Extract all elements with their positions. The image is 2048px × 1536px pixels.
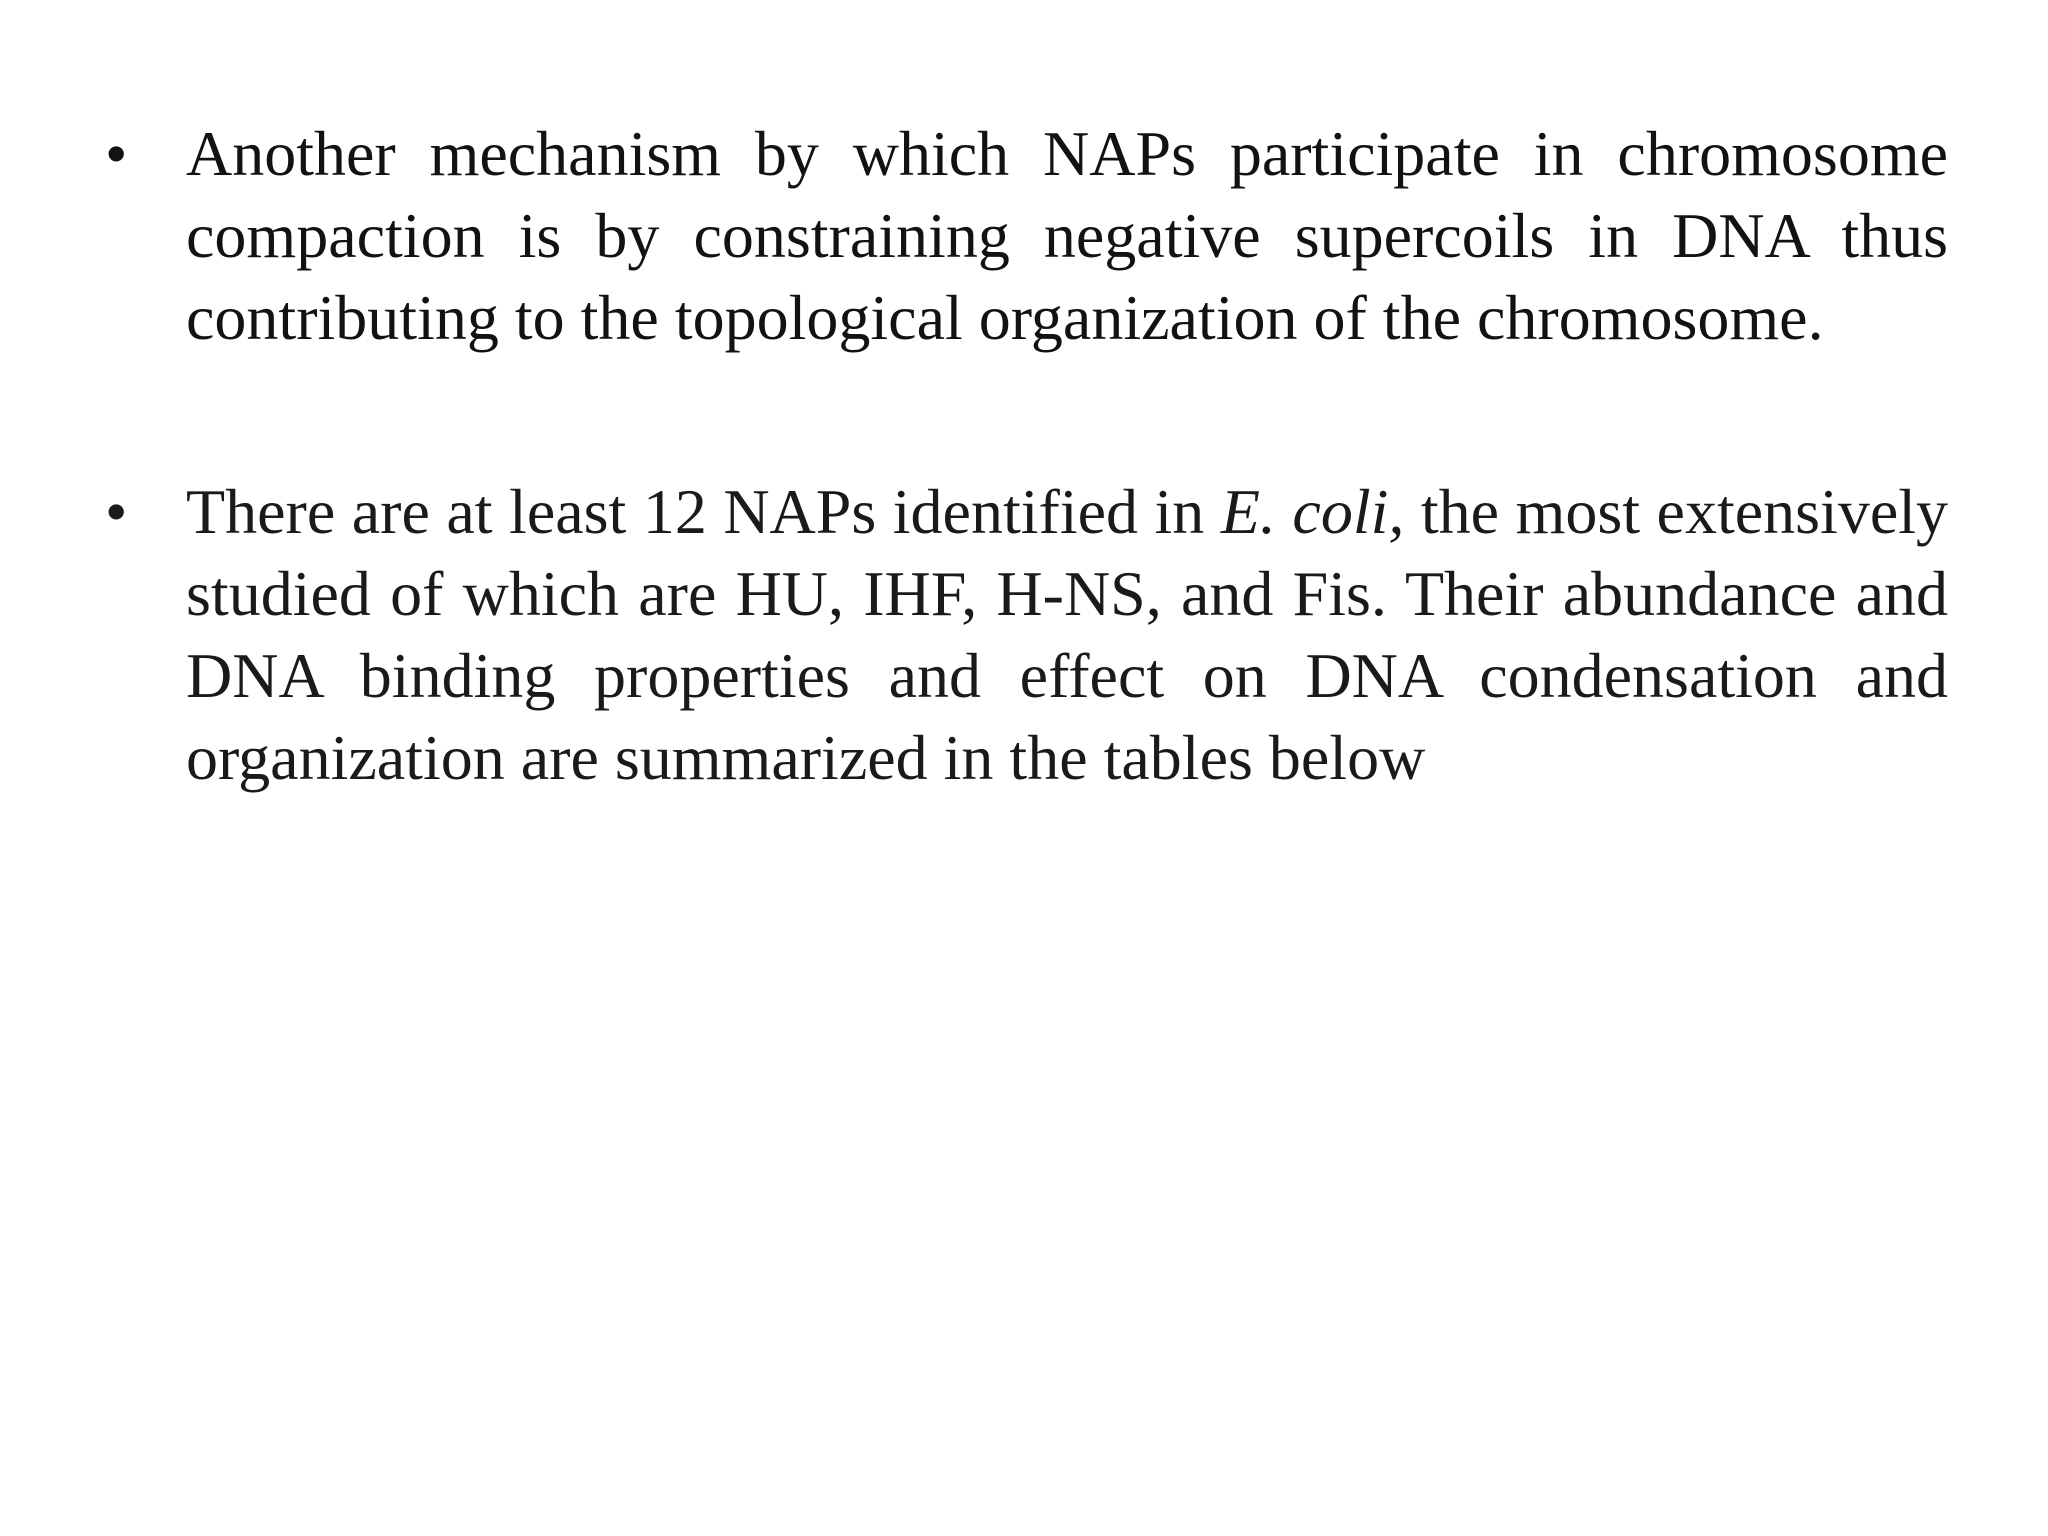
bullet-list bbox=[105, 113, 1948, 799]
species-name-italic: E. coli, bbox=[1220, 476, 1405, 547]
bullet-text-start: There are at least 12 NAPs identified in bbox=[186, 476, 1221, 547]
bullet-text-end: the most extensively studied of which are HU, IHF, H-NS, and Fis. Their abundance and DNA binding properties and effect on DNA condensation and organization are summarized in the tables below bbox=[186, 476, 1949, 793]
bullet-icon: • bbox=[105, 476, 128, 547]
bullet-item-naps-supercoils bbox=[105, 113, 1948, 359]
bullet-icon: • bbox=[105, 118, 128, 189]
bullet-item-naps-ecoli bbox=[105, 471, 1948, 799]
bullet-text: Another mechanism by which NAPs participate in chromosome compaction is by constraining negative supercoils in DNA thus contributing to the topological organization of the chromosome. bbox=[186, 118, 1948, 353]
